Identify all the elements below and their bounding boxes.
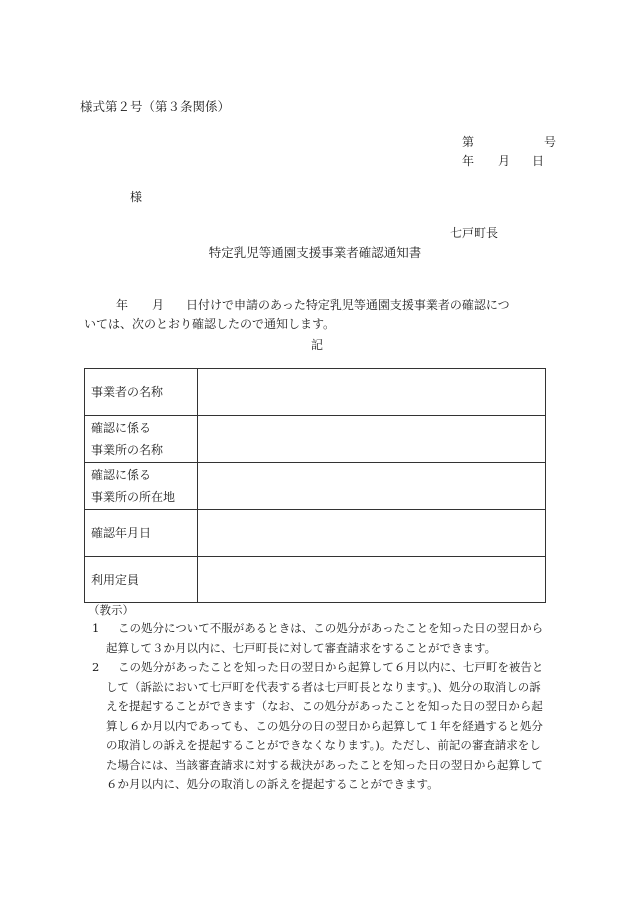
value-facility-address	[198, 463, 546, 510]
ki-marker: 記	[310, 338, 323, 352]
notice-item-text: この処分について不服があるときは、この処分があったことを知った日の翌日から起算して３か月以内に、七戸町長に対して審査請求をすることができます。	[106, 621, 544, 655]
value-business-name	[198, 369, 546, 416]
date-month: 月	[498, 154, 511, 168]
notice-item	[92, 619, 550, 658]
table-row	[85, 557, 546, 603]
body-year: 年	[116, 298, 129, 312]
label-capacity: 利用定員	[85, 557, 198, 603]
notice-heading: （教示）	[88, 603, 134, 617]
date-year: 年	[462, 154, 475, 168]
body-paragraph	[84, 296, 550, 334]
body-month: 月	[152, 298, 165, 312]
label-business-name: 事業者の名称	[85, 369, 198, 416]
table-row	[85, 369, 546, 416]
form-number-label: 様式第２号（第３条関係）	[80, 99, 231, 114]
confirmation-table	[84, 368, 546, 603]
notice-item-number: 1	[92, 621, 100, 635]
label-facility-address: 確認に係る 事業所の所在地	[85, 463, 198, 510]
document-number-line	[462, 133, 556, 150]
table-row	[85, 463, 546, 510]
body-line-2: いては、次のとおり確認したので通知します。	[84, 317, 336, 331]
issuer: 七戸町長	[450, 226, 499, 240]
document-date-line	[462, 152, 544, 169]
document-title: 特定乳児等通園支援事業者確認通知書	[208, 245, 422, 260]
table-row	[85, 510, 546, 557]
label-confirmation-date: 確認年月日	[85, 510, 198, 557]
table-row	[85, 416, 546, 463]
notice-item-number: 2	[92, 660, 100, 674]
number-suffix: 号	[544, 135, 557, 149]
value-capacity	[198, 557, 546, 603]
body-line-1	[84, 296, 550, 315]
notice-item-text: この処分があったことを知った日の翌日から起算して６月以内に、七戸町を被告として（訴訟において七戸町を代表する者は七戸町長となります。)、処分の取消しの訴えを提起することができます（なお、この処分があったことを知った日の翌日から起算し６か月以内であっても、この処分の日の翌日から起算して１年を経過すると処分の取消しの訴えを提起することができなくなります。)。ただし、前記の審査請求をした場合には、当該審査請求に対する裁決があったことを知った日の翌日から起算して６か月以内に、処分の取消しの訴えを提起することができます。	[106, 660, 544, 791]
addressee: 様	[130, 190, 143, 204]
value-confirmation-date	[198, 510, 546, 557]
date-day: 日	[532, 154, 545, 168]
value-facility-name	[198, 416, 546, 463]
notice-item	[92, 658, 550, 795]
number-prefix: 第	[462, 135, 475, 149]
body-rest: 日付けで申請のあった特定乳児等通園支援事業者の確認につ	[186, 298, 510, 312]
label-facility-name: 確認に係る 事業所の名称	[85, 416, 198, 463]
